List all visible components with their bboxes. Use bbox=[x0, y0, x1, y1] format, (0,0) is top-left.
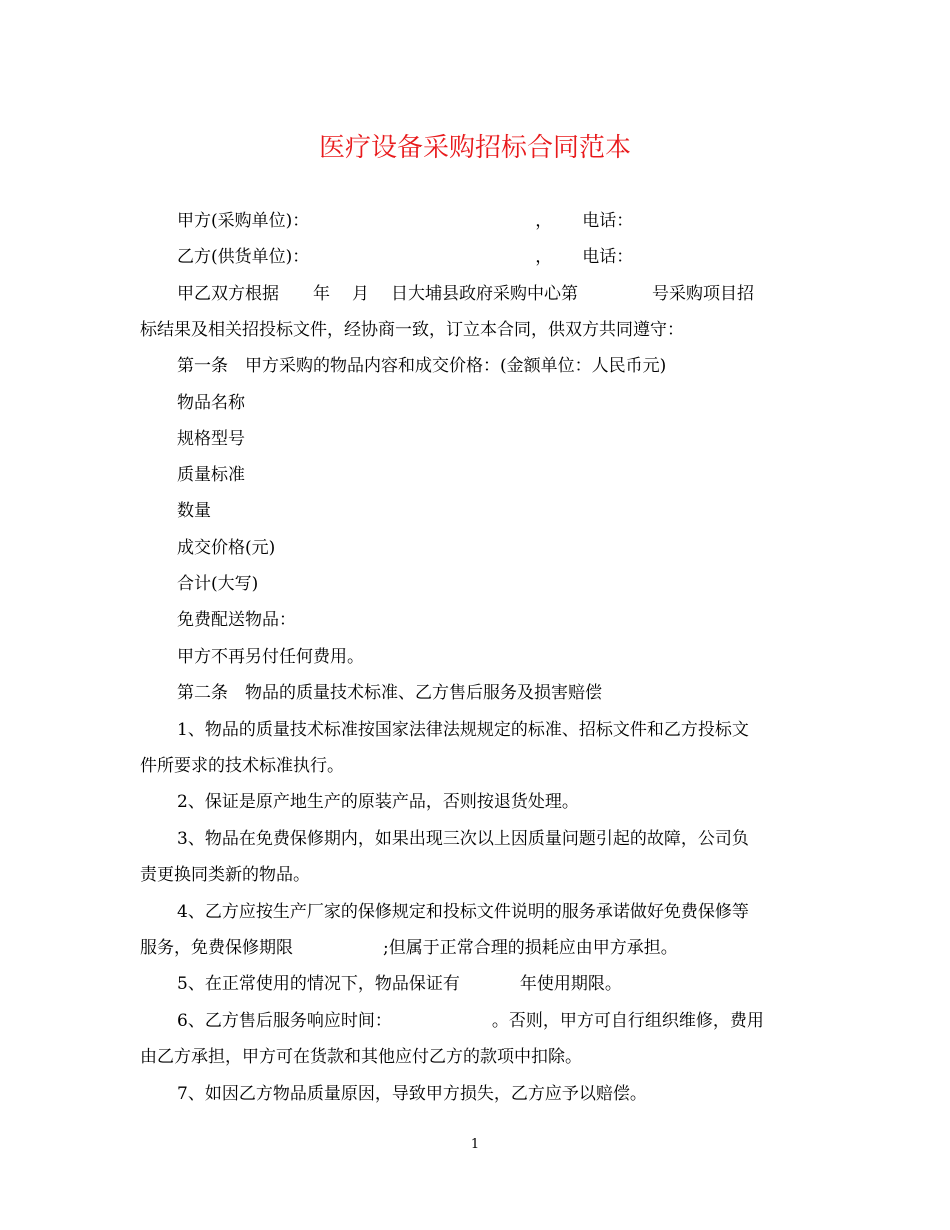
clause-5-text-a: 5、在正常使用的情况下，物品保证有 bbox=[177, 974, 460, 994]
party-a-line bbox=[177, 209, 633, 233]
intro-line-2: 标结果及相关招投标文件，经协商一致，订立本合同，供双方共同遵守： bbox=[140, 320, 684, 340]
clause-4-line-1: 4、乙方应按生产厂家的保修规定和投标文件说明的服务承诺做好免费保修等 bbox=[177, 902, 749, 922]
clause-6-line-1 bbox=[177, 1009, 764, 1033]
intro-line-1 bbox=[177, 282, 754, 306]
party-b-phone-label: 电话： bbox=[582, 247, 634, 267]
clause-1-line-1: 1、物品的质量技术标准按国家法律法规规定的标准、招标文件和乙方投标文 bbox=[177, 720, 749, 740]
party-a-phone-label: 电话： bbox=[582, 211, 634, 231]
party-b-line bbox=[177, 245, 633, 269]
clause-3-line-2: 责更换同类新的物品。 bbox=[140, 865, 310, 885]
clause-6-text-a: 6、乙方售后服务响应时间： bbox=[177, 1011, 392, 1031]
clause-2: 2、保证是原产地生产的原装产品，否则按退货处理。 bbox=[177, 792, 579, 812]
party-b-comma: ， bbox=[535, 247, 553, 267]
party-a-comma: ， bbox=[535, 211, 553, 231]
clause-6-text-b: 。否则，甲方可自行组织维修，费用 bbox=[491, 1011, 764, 1031]
item-field-price: 成交价格(元) bbox=[177, 538, 276, 558]
party-a-label: 甲方(采购单位)： bbox=[177, 211, 310, 231]
article-2-heading: 第二条 物品的质量技术标准、乙方售后服务及损害赔偿 bbox=[177, 683, 602, 703]
intro-year: 年 bbox=[313, 284, 330, 304]
clause-1-line-2: 件所要求的技术标准执行。 bbox=[140, 756, 344, 776]
intro-text-1: 甲乙双方根据 bbox=[177, 284, 279, 304]
page-number: 1 bbox=[470, 1137, 480, 1152]
document-title: 医疗设备采购招标合同范本 bbox=[318, 133, 631, 163]
clause-4-text-a: 服务，免费保修期限 bbox=[140, 938, 293, 958]
intro-text-3: 号采购项目招 bbox=[652, 284, 754, 304]
intro-text-2: 日大埔县政府采购中心第 bbox=[391, 284, 578, 304]
item-field-name: 物品名称 bbox=[177, 393, 245, 413]
clause-3-line-1: 3、物品在免费保修期内，如果出现三次以上因质量问题引起的故障，公司负 bbox=[177, 829, 749, 849]
no-extra-fee-line: 甲方不再另付任何费用。 bbox=[177, 647, 364, 667]
free-items-line: 免费配送物品： bbox=[177, 610, 296, 630]
clause-4-text-b: ;但属于正常合理的损耗应由甲方承担。 bbox=[383, 938, 678, 958]
clause-5-text-b: 年使用期限。 bbox=[519, 974, 622, 994]
party-b-label: 乙方(供货单位)： bbox=[177, 247, 310, 267]
item-field-quality: 质量标准 bbox=[177, 465, 245, 485]
item-field-total: 合计(大写) bbox=[177, 574, 259, 594]
clause-6-line-2: 由乙方承担，甲方可在货款和其他应付乙方的款项中扣除。 bbox=[140, 1047, 582, 1067]
clause-5 bbox=[177, 972, 622, 996]
item-field-quantity: 数量 bbox=[177, 501, 211, 521]
item-field-model: 规格型号 bbox=[177, 429, 245, 449]
article-1-heading: 第一条 甲方采购的物品内容和成交价格：(金额单位：人民币元) bbox=[177, 356, 667, 376]
intro-month: 月 bbox=[352, 284, 369, 304]
clause-7: 7、如因乙方物品质量原因，导致甲方损失，乙方应予以赔偿。 bbox=[177, 1084, 647, 1104]
clause-4-line-2 bbox=[140, 936, 678, 960]
